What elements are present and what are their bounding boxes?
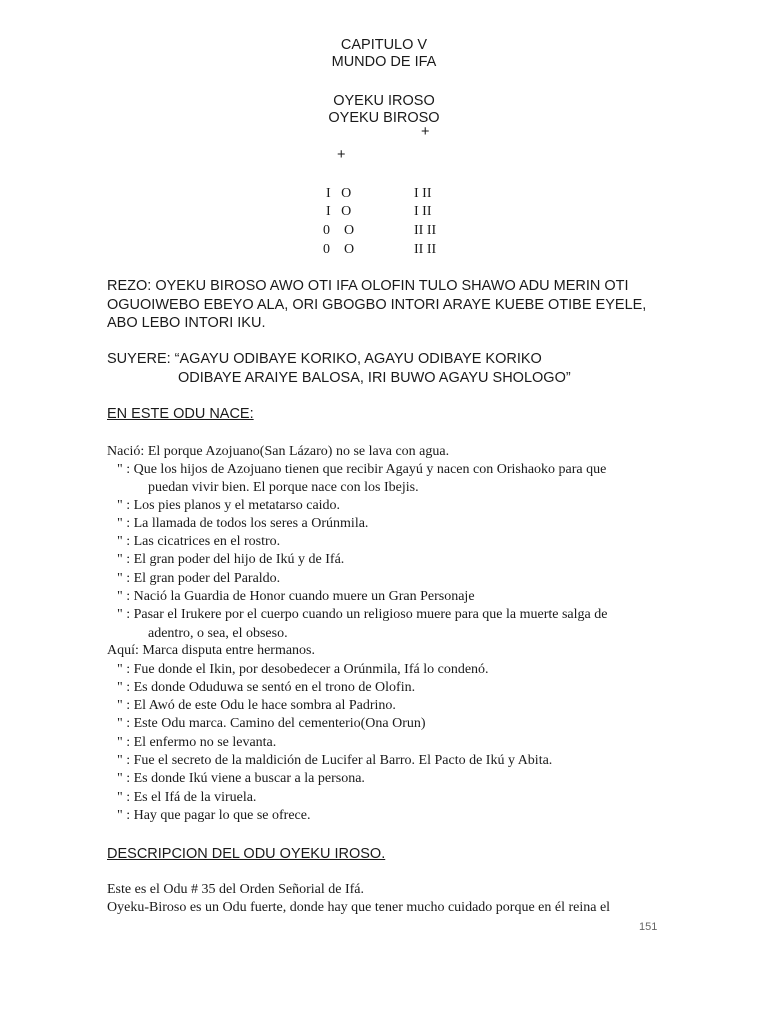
list-item: puedan vivir bien. El porque nace con los Ibejis. bbox=[148, 480, 419, 495]
list-item: " : Es el Ifá de la viruela. bbox=[117, 790, 257, 805]
list-item: " : Fue el secreto de la maldición de Lucifer al Barro. El Pacto de Ikú y Abita. bbox=[117, 753, 553, 768]
list-item: " : Hay que pagar lo que se ofrece. bbox=[117, 808, 311, 823]
list-item: Nació: El porque Azojuano(San Lázaro) no se lava con agua. bbox=[107, 444, 450, 459]
signature-left-1: I O bbox=[326, 186, 352, 201]
section-heading-nace: EN ESTE ODU NACE: bbox=[107, 406, 254, 422]
suyere-line-2: ODIBAYE ARAIYE BALOSA, IRI BUWO AGAYU SHOLOGO” bbox=[178, 370, 571, 386]
list-item: " : Los pies planos y el metatarso caido. bbox=[117, 498, 341, 513]
suyere-line-1: SUYERE: “AGAYU ODIBAYE KORIKO, AGAYU ODIBAYE KORIKO bbox=[107, 351, 542, 367]
list-item: " : Que los hijos de Azojuano tienen que recibir Agayú y nacen con Orishaoko para que bbox=[117, 462, 607, 477]
list-item: " : La llamada de todos los seres a Orúnmila. bbox=[117, 516, 369, 531]
rezo-line-2: OGUOIWEBO EBEYO ALA, ORI GBOGBO INTORI ARAYE KUEBE OTIBE EYELE, bbox=[107, 297, 647, 313]
list-item: " : El Awó de este Odu le hace sombra al Padrino. bbox=[117, 698, 396, 713]
plus-right: + bbox=[421, 124, 430, 140]
odu-alt-name: OYEKU BIROSO bbox=[328, 110, 440, 126]
list-item: " : Este Odu marca. Camino del cementerio(Ona Orun) bbox=[117, 716, 426, 731]
signature-left-3: 0 O bbox=[323, 223, 355, 238]
rezo-line-1: REZO: OYEKU BIROSO AWO OTI IFA OLOFIN TULO SHAWO ADU MERIN OTI bbox=[107, 278, 629, 294]
list-item: adentro, o sea, el obseso. bbox=[148, 626, 288, 641]
section-heading-descripcion: DESCRIPCION DEL ODU OYEKU IROSO. bbox=[107, 846, 386, 862]
list-item: " : Es donde Oduduwa se sentó en el trono de Olofin. bbox=[117, 680, 416, 695]
list-item: " : Las cicatrices en el rostro. bbox=[117, 534, 281, 549]
page-number: 151 bbox=[639, 921, 658, 933]
signature-right-2: I II bbox=[414, 204, 432, 219]
list-item: " : Fue donde el Ikin, por desobedecer a Orúnmila, Ifá lo condenó. bbox=[117, 662, 489, 677]
signature-left-4: 0 O bbox=[323, 242, 355, 257]
odu-name: OYEKU IROSO bbox=[333, 93, 435, 109]
list-item: " : El enfermo no se levanta. bbox=[117, 735, 277, 750]
list-item: " : Pasar el Irukere por el cuerpo cuando un religioso muere para que la muerte salga de bbox=[117, 607, 608, 622]
plus-left: + bbox=[337, 147, 346, 163]
list-item: " : Nació la Guardia de Honor cuando muere un Gran Personaje bbox=[117, 589, 475, 604]
chapter-subtitle: MUNDO DE IFA bbox=[331, 54, 437, 70]
list-item: " : Es donde Ikú viene a buscar a la persona. bbox=[117, 771, 365, 786]
list-item: " : El gran poder del hijo de Ikú y de Ifá. bbox=[117, 552, 345, 567]
signature-right-4: II II bbox=[414, 242, 437, 257]
signature-left-2: I O bbox=[326, 204, 352, 219]
desc-line-1: Este es el Odu # 35 del Orden Señorial de Ifá. bbox=[107, 882, 364, 897]
list-item: Aquí: Marca disputa entre hermanos. bbox=[107, 643, 315, 658]
signature-right-3: II II bbox=[414, 223, 437, 238]
signature-right-1: I II bbox=[414, 186, 432, 201]
rezo-line-3: ABO LEBO INTORI IKU. bbox=[107, 315, 266, 331]
desc-line-2: Oyeku-Biroso es un Odu fuerte, donde hay que tener mucho cuidado porque en él reina el bbox=[107, 900, 611, 915]
list-item: " : El gran poder del Paraldo. bbox=[117, 571, 281, 586]
chapter-title: CAPITULO V bbox=[340, 37, 428, 53]
